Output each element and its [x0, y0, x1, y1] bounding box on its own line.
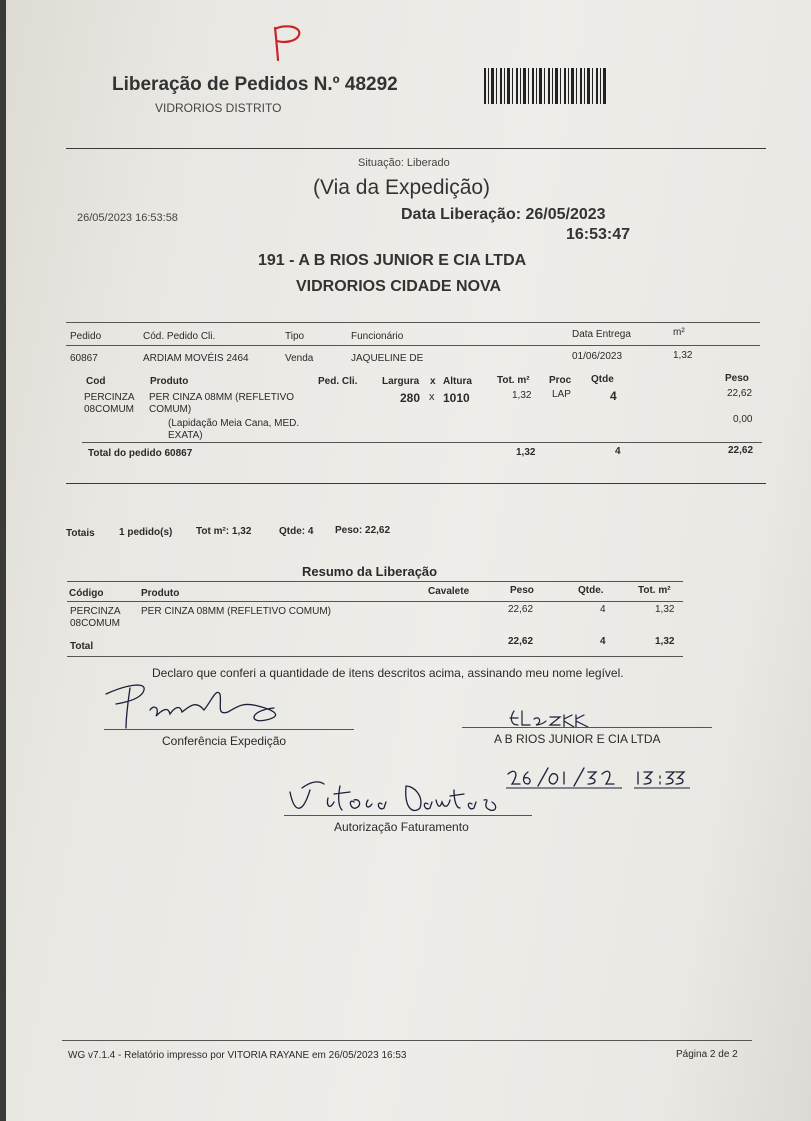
order-cod-pedido-cli: ARDIAM MOVÉIS 2464 — [143, 353, 249, 364]
order-total-qtde: 4 — [615, 446, 621, 457]
summary-tot-m2: 1,32 — [655, 604, 675, 615]
col-altura: Altura — [443, 376, 472, 387]
via-title: (Via da Expedição) — [313, 176, 491, 199]
item-altura: 1010 — [443, 391, 470, 405]
company-name: VIDRORIOS DISTRITO — [155, 101, 282, 115]
col-qtde: Qtde — [591, 374, 614, 385]
order-pedido: 60867 — [70, 353, 98, 364]
printed-timestamp: 26/05/2023 16:53:58 — [77, 212, 178, 224]
item-cod-line2: 08COMUM — [84, 404, 135, 415]
item-desc-line1: (Lapidação Meia Cana, MED. — [168, 418, 300, 429]
summary-qtde: 4 — [600, 604, 606, 615]
barcode — [484, 68, 606, 104]
summary-header-rule — [67, 601, 683, 602]
col-ped-cli: Ped. Cli. — [318, 376, 358, 387]
summary-total-qtde: 4 — [600, 636, 606, 647]
red-p-mark — [268, 24, 308, 62]
col-produto: Produto — [150, 376, 189, 387]
client-name: 191 - A B RIOS JUNIOR E CIA LTDA — [258, 252, 527, 269]
document-page — [6, 0, 811, 1121]
summary-col-produto: Produto — [141, 588, 180, 599]
summary-codigo-line2: 08COMUM — [70, 618, 121, 629]
order-table-top — [66, 322, 760, 323]
autorizacao-label: Autorização Faturamento — [334, 820, 469, 834]
order-total-peso: 22,62 — [728, 445, 754, 456]
summary-col-cavalete: Cavalete — [428, 586, 470, 597]
item-sub-peso: 0,00 — [733, 414, 753, 425]
col-tipo: Tipo — [285, 331, 305, 342]
status-text: Situação: Liberado — [358, 157, 450, 169]
totals-tot-m2: Tot m²: 1,32 — [196, 526, 252, 537]
summary-codigo-line1: PERCINZA — [70, 606, 121, 617]
item-proc: LAP — [552, 389, 571, 400]
summary-col-codigo: Código — [69, 588, 104, 599]
col-data-entrega: Data Entrega — [572, 329, 631, 340]
col-proc: Proc — [549, 375, 572, 386]
summary-col-tot-m2: Tot. m² — [638, 585, 671, 596]
order-data-entrega: 01/06/2023 — [572, 351, 623, 362]
order-m2: 1,32 — [673, 350, 693, 361]
summary-total-peso: 22,62 — [508, 636, 534, 647]
item-qtde: 4 — [610, 389, 617, 403]
summary-title: Resumo da Liberação — [302, 564, 438, 579]
order-total-label: Total do pedido 60867 — [88, 448, 193, 459]
summary-col-peso: Peso — [510, 585, 534, 596]
handwritten-date — [504, 766, 694, 792]
footer-report-info: WG v7.1.4 - Relatório impresso por VITORIA RAYANE em 26/05/2023 16:53 — [68, 1050, 407, 1061]
summary-produto: PER CINZA 08MM (REFLETIVO COMUM) — [141, 606, 332, 617]
signature-line-auth — [284, 815, 532, 816]
summary-peso: 22,62 — [508, 604, 534, 615]
document-title: Liberação de Pedidos N.º 48292 — [112, 74, 398, 95]
summary-col-qtde: Qtde. — [578, 585, 604, 596]
col-cod-pedido-cli: Cód. Pedido Cli. — [143, 331, 216, 342]
conferencia-label: Conferência Expedição — [162, 734, 287, 748]
summary-total-label: Total — [70, 641, 94, 652]
item-tot-m2: 1,32 — [512, 390, 532, 401]
signature-line-right — [462, 727, 712, 728]
col-peso: Peso — [725, 373, 749, 384]
item-cod-line1: PERCINZA — [84, 392, 135, 403]
order-total-rule — [82, 442, 762, 443]
order-funcionario: JAQUELINE DE — [351, 353, 424, 364]
footer-page-number: Página 2 de 2 — [676, 1049, 738, 1060]
client-signature-label: A B RIOS JUNIOR E CIA LTDA — [494, 732, 661, 746]
col-m2: m² — [673, 327, 685, 338]
release-date: Data Liberação: 26/05/2023 — [401, 206, 606, 223]
signature-line-left — [104, 729, 354, 730]
order-table-bottom — [66, 483, 766, 484]
order-header-rule — [66, 345, 760, 346]
item-produto-line1: PER CINZA 08MM (REFLETIVO — [149, 392, 295, 403]
totals-label: Totais — [66, 528, 95, 539]
col-tot-m2: Tot. m² — [497, 375, 530, 386]
item-produto-line2: COMUM) — [149, 404, 192, 415]
header-divider — [66, 148, 766, 149]
signature-conferencia — [98, 680, 308, 732]
totals-qtde: Qtde: 4 — [279, 526, 314, 537]
footer-rule — [62, 1040, 752, 1041]
col-x: x — [430, 376, 436, 387]
item-x: x — [429, 391, 435, 403]
summary-top-rule — [67, 581, 683, 582]
col-pedido: Pedido — [70, 331, 102, 342]
item-desc-line2: EXATA) — [168, 430, 203, 441]
summary-total-tot-m2: 1,32 — [655, 636, 675, 647]
col-cod: Cod — [86, 376, 106, 387]
summary-bottom-rule — [67, 656, 683, 657]
order-tipo: Venda — [285, 353, 314, 364]
declaration-text: Declaro que conferi a quantidade de itens descritos acima, assinando meu nome legível. — [152, 666, 624, 680]
client-branch: VIDRORIOS CIDADE NOVA — [296, 278, 502, 295]
release-time: 16:53:47 — [566, 226, 631, 243]
totals-peso: Peso: 22,62 — [335, 525, 391, 536]
item-peso: 22,62 — [727, 388, 753, 399]
col-funcionario: Funcionário — [351, 331, 404, 342]
col-largura: Largura — [382, 376, 420, 387]
order-total-m2: 1,32 — [516, 447, 536, 458]
item-largura: 280 — [400, 391, 421, 405]
totals-pedidos: 1 pedido(s) — [119, 527, 173, 538]
